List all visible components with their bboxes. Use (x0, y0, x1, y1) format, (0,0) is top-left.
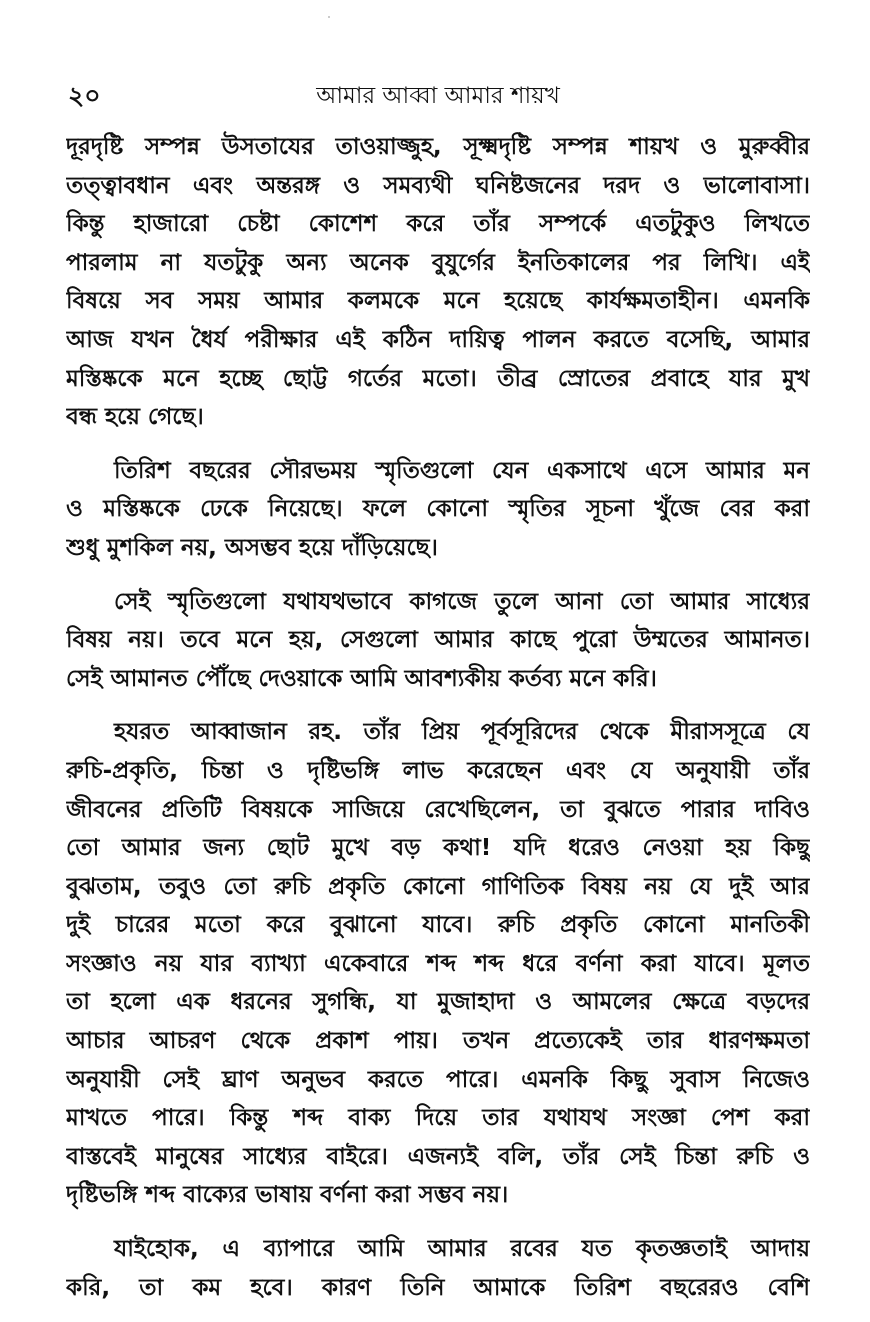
text-line: অনুযায়ী সেই ঘ্রাণ অনুভব করতে পারে। এমনকি কিছু সুবাস নিজেও (66, 1066, 810, 1093)
text-line: তো আমার জন্য ছোট মুখে বড় কথা! যদি ধরেও নেওয়া হয় কিছু (66, 835, 810, 862)
paragraph-5 (66, 1230, 810, 1307)
text-line: সংজ্ঞাও নয় যার ব্যাখ্যা একেবারে শব্দ শব্দ ধরে বর্ণনা করা যাবে। মূলত (66, 950, 810, 977)
text-line: রুচি-প্রকৃতি, চিন্তা ও দৃষ্টিভঙ্গি লাভ করেছেন এবং যে অনুযায়ী তাঁর (66, 757, 810, 784)
text-line: বুঝতাম, তবুও তো রুচি প্রকৃতি কোনো গাণিতিক বিষয় নয় যে দুই আর (66, 873, 810, 900)
text-line: যাইহোক, এ ব্যাপারে আমি আমার রবের যত কৃতজ্ঞতাই আদায় (114, 1236, 810, 1263)
paragraph-4 (66, 713, 810, 1215)
running-head (66, 80, 810, 116)
text-line: সেই আমানত পৌঁছে দেওয়াকে আমি আবশ্যকীয় কর্তব্য মনে করি। (66, 665, 657, 692)
text-line: আচার আচরণ থেকে প্রকাশ পায়। তখন প্রত্যেকেই তার ধারণক্ষমতা (66, 1028, 810, 1055)
text-line: কিন্তু হাজারো চেষ্টা কোশেশ করে তাঁর সম্পর্কে এতটুকুও লিখতে (66, 211, 810, 238)
text-line: পারলাম না যতটুকু অন্য অনেক বুযুর্গের ইনতিকালের পর লিখি। এই (66, 249, 810, 276)
text-line: তা হলো এক ধরনের সুগন্ধি, যা মুজাহাদা ও আমলের ক্ষেত্রে বড়দের (66, 989, 810, 1016)
body-text (66, 128, 810, 1322)
text-line: আজ যখন ধৈর্য পরীক্ষার এই কঠিন দায়িত্ব পালন করতে বসেছি, আমার (66, 326, 810, 353)
text-line: বাস্তবেই মানুষের সাধ্যের বাইরে। এজন্যই বলি, তাঁর সেই চিন্তা রুচি ও (66, 1143, 810, 1170)
text-line: শুধু মুশকিল নয়, অসম্ভব হয়ে দাঁড়িয়েছে। (66, 534, 438, 561)
text-line: সেই স্মৃতিগুলো যথাযথভাবে কাগজে তুলে আনা তো আমার সাধ্যের (114, 588, 810, 615)
paper-speck (328, 16, 330, 18)
text-line: তত্ত্বাবধান এবং অন্তরঙ্গ ও সমব্যথী ঘনিষ্টজনের দরদ ও ভালোবাসা। (66, 172, 810, 199)
text-line: দৃষ্টিভঙ্গি শব্দ বাক্যের ভাষায় বর্ণনা করা সম্ভব নয়। (66, 1182, 509, 1209)
text-line: বন্ধ হয়ে গেছে। (66, 404, 204, 431)
text-line: হযরত আব্বাজান রহ. তাঁর প্রিয় পূর্বসূরিদের থেকে মীরাসসূত্রে যে (114, 719, 810, 746)
paragraph-3 (66, 583, 810, 699)
page-number: ২০ (68, 81, 101, 110)
text-line: তিরিশ বছরের সৌরভময় স্মৃতিগুলো যেন একসাথে এসে আমার মন (114, 457, 810, 484)
paragraph-2 (66, 452, 810, 568)
text-line: দূরদৃষ্টি সম্পন্ন উসতাযের তাওয়াজ্জুহ, সূক্ষ্মদৃষ্টি সম্পন্ন শায়খ ও মুরুব্বীর (66, 134, 810, 160)
text-line: বিষয়ে সব সময় আমার কলমকে মনে হয়েছে কার্যক্ষমতাহীন। এমনকি (66, 288, 810, 315)
book-title: আমার আব্বা আমার শায়খ (316, 83, 560, 109)
text-line: ও মস্তিষ্ককে ঢেকে নিয়েছে। ফলে কোনো স্মৃতির সূচনা খুঁজে বের করা (66, 496, 810, 523)
text-line: জীবনের প্রতিটি বিষয়কে সাজিয়ে রেখেছিলেন, তা বুঝতে পারার দাবিও (66, 796, 810, 823)
text-line: মস্তিষ্ককে মনে হচ্ছে ছোট্ট গর্তের মতো। তীব্র স্রোতের প্রবাহে যার মুখ (66, 365, 810, 392)
text-line: বিষয় নয়। তবে মনে হয়, সেগুলো আমার কাছে পুরো উম্মতের আমানত। (66, 627, 810, 654)
text-line: দুই চারের মতো করে বুঝানো যাবে। রুচি প্রকৃতি কোনো মানতিকী (66, 912, 810, 939)
paragraph-1 (66, 128, 810, 437)
text-line: করি, তা কম হবে। কারণ তিনি আমাকে তিরিশ বছরেরও বেশি (66, 1274, 810, 1301)
text-line: মাখতে পারে। কিন্তু শব্দ বাক্য দিয়ে তার যথাযথ সংজ্ঞা পেশ করা (66, 1105, 810, 1132)
